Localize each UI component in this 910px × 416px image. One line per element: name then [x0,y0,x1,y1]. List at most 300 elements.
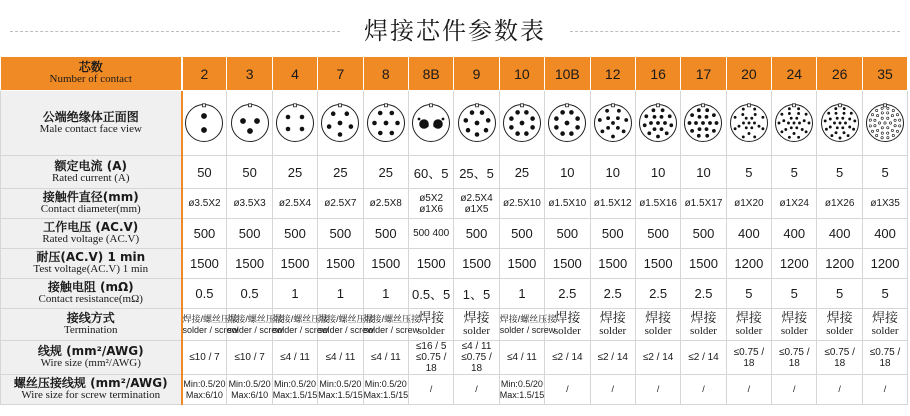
cell-value: 5 [836,164,844,180]
cell-current [726,156,771,189]
cell-value: 5 [836,286,844,301]
cell-wire_size [635,341,680,375]
contact-pin-icon [668,115,671,118]
cell-wire_size [772,341,817,375]
cell-wire_size [862,341,907,375]
contact-pin-icon [876,114,878,116]
cell-contacts [545,57,590,91]
contact-pin-icon [480,111,484,115]
termination-cn: 焊接 [599,310,626,326]
cell-value: 1500 [371,256,401,271]
screw-wire-max: Max:1.5/15 [363,389,409,400]
contact-pin-icon [691,114,694,117]
cell-value: 7 [336,65,345,82]
row-label-en: Test voltage(AC.V) 1 min [33,263,149,276]
contact-pin-icon [555,117,559,121]
cell-value: ≤2 / 14 [597,352,628,363]
contact-pin-icon [841,117,843,119]
contact-pin-icon [475,133,479,137]
contact-pin-icon [876,109,878,111]
row-label-cn: 接线方式 [66,311,115,326]
row-screw_wire [1,375,908,405]
cell-value: ø2.5X4 [278,198,312,209]
contact-pin-icon [715,121,718,124]
cell-resistance [499,279,544,309]
row-label-en: Number of contact [49,73,132,86]
contact-pin-icon [470,111,474,115]
cell-value: 1500 [235,256,265,271]
contact-pin-icon [738,125,740,127]
termination-en: solder [690,324,717,337]
cell-value: 60、5 [413,165,449,181]
cell-contacts [227,57,272,91]
contact-pin-icon [390,111,394,115]
title-left-rule [10,31,340,32]
contact-pin-icon [881,107,883,109]
cell-test_voltage [681,249,726,279]
screw-wire-min: Min:0.5/20 [228,379,271,390]
contact-pin-icon [286,127,290,131]
row-label-cn: 额定电流 (A) [54,158,127,173]
contact-pin-icon [661,109,664,112]
row-contacts [1,57,908,91]
cell-termination [772,309,817,341]
termination-en: solder [463,324,490,337]
termination-en: solder [826,324,854,337]
connector-face-icon [547,103,587,143]
cell-test_voltage [545,249,590,279]
cell-wire_size [681,341,726,375]
cell-contacts [454,57,499,91]
contact-pin-icon [789,136,791,138]
cell-value: ≤2 / 14 [688,352,719,363]
cell-resistance [545,279,590,309]
cell-voltage [726,219,771,249]
cell-value: 16 [650,65,666,82]
contact-pin-icon [524,132,528,136]
cell-value: 400 [783,226,806,241]
contact-pin-icon [748,132,750,134]
contact-pin-icon [887,132,889,134]
termination-cn: 焊接 [690,310,717,326]
contact-pin-icon [706,134,709,137]
cell-current [545,156,590,189]
cell-screw_wire [862,375,907,405]
cell-contacts [635,57,680,91]
cell-screw_wire [272,375,317,405]
cell-value: 1500 [598,256,628,271]
cell-diameter [862,189,907,219]
cell-resistance [590,279,635,309]
cell-value: 25 [514,164,530,180]
contact-pin-icon [805,131,807,133]
screw-wire-min: / [611,384,614,395]
contact-pin-icon [524,110,528,114]
contact-pin-icon [395,121,399,125]
contact-pin-icon [805,113,807,115]
contact-pin-icon [790,117,792,119]
cell-screw_wire [318,375,363,405]
contact-pin-icon [695,121,698,124]
contact-pin-icon [645,115,648,118]
contact-pin-icon [789,108,791,110]
contact-pin-icon [332,112,336,116]
cell-value: 24 [786,65,803,82]
contact-pin-icon [781,113,783,115]
cell-value: 1 [382,286,390,301]
cell-value: ≤4 / 11 [280,352,310,363]
cell-value: ø5X2 ø1X6 [419,192,444,215]
cell-wire_size [363,341,408,375]
cell-face [681,91,726,156]
contact-pin-icon [660,115,663,118]
cell-wire_size [454,341,499,375]
contact-pin-icon [202,127,207,132]
screw-wire-min: / [429,384,433,395]
cell-voltage [772,219,817,249]
contact-pin-icon [843,112,845,114]
row-test_voltage [1,249,908,279]
cell-current [408,156,453,189]
contact-pin-icon [643,124,646,127]
contact-pin-icon [622,130,625,133]
termination-en: solder [553,324,581,337]
screw-wire-max: Max:6/10 [185,389,223,400]
cell-screw_wire [545,375,590,405]
cell-screw_wire [681,375,726,405]
contact-pin-icon [781,131,783,133]
contact-pin-icon [881,132,883,134]
contact-pin-icon [555,125,559,129]
contact-pin-icon [751,117,753,119]
cell-test_voltage [590,249,635,279]
cell-value: 1 [336,286,344,301]
cell-contacts [272,57,317,91]
contact-pin-icon [829,118,831,120]
cell-test_voltage [499,249,544,279]
cell-current [862,156,907,189]
contact-pin-icon [889,122,891,124]
contact-pin-icon [709,121,712,124]
contact-pin-icon [874,119,876,121]
contact-pin-icon [202,113,207,118]
row-label-face [1,91,182,156]
title-right-rule [570,31,900,32]
cell-value: 10 [560,164,575,180]
cell-value: 500 [238,226,261,241]
contact-pin-icon [742,136,744,138]
cell-value: ≤4 / 11 [507,352,537,363]
contact-pin-icon [349,125,353,129]
contact-pin-icon [803,120,805,122]
cell-screw_wire [590,375,635,405]
cell-voltage [635,219,680,249]
cell-value: 3 [245,65,254,82]
cell-contacts [499,57,544,91]
contact-pin-icon [698,115,701,118]
connector-face-icon [774,103,814,143]
cell-face [772,91,817,156]
cell-value: 0.5、5 [411,287,451,302]
cell-resistance [272,279,317,309]
cell-termination [454,309,499,341]
cell-value: 5 [790,164,798,180]
cell-value: 1500 [507,256,537,271]
cell-resistance [182,279,227,309]
termination-cn: 焊接 [554,310,581,326]
contact-pin-icon [836,127,838,129]
row-face [1,91,908,156]
row-termination [1,309,908,341]
contact-pin-icon [754,113,756,115]
cell-contacts [772,57,817,91]
screw-wire-min: Min:0.5/20 [273,379,316,390]
contact-pin-icon [848,118,850,120]
cell-diameter [318,189,363,219]
cell-screw_wire [635,375,680,405]
cell-value: ø1X35 [870,198,900,209]
contact-pin-icon [892,134,894,136]
contact-pin-icon [327,125,331,129]
cell-value: 500 [374,226,397,241]
cell-current [635,156,680,189]
contact-pin-icon [869,125,871,127]
contact-pin-icon [611,135,614,138]
contact-pin-icon [839,122,841,124]
screw-wire-max: Max:1.5/15 [318,389,363,400]
screw-wire-max: Max:1.5/15 [499,389,545,400]
cell-value: 500 [647,226,669,241]
contact-pin-icon [835,112,837,114]
cell-face [635,91,680,156]
cell-wire_size [817,341,862,375]
connector-face-icon [411,103,451,143]
cell-contacts [363,57,408,91]
cell-wire_size [726,341,771,375]
cell-value: 10 [696,164,711,180]
contact-pin-icon [894,125,896,127]
contact-pin-icon [466,128,470,132]
contact-pin-icon [434,125,436,127]
row-label-wire_size [1,341,182,375]
cell-termination [862,309,907,341]
row-label-en: Rated voltage (AC.V) [42,233,140,246]
cell-value: 2.5 [649,286,668,301]
screw-wire-min: / [656,384,660,395]
contact-pin-icon [601,130,604,133]
cell-value: 500 [556,226,579,241]
cell-diameter [454,189,499,219]
cell-value: 500 400 [413,228,450,239]
contact-pin-icon [378,111,382,115]
cell-screw_wire [772,375,817,405]
screw-wire-min: Min:0.5/20 [183,379,226,390]
contact-pin-icon [254,118,259,123]
termination-cn: 焊接/螺丝压接 [227,314,284,325]
cell-diameter [408,189,453,219]
cell-value: ø1.5X16 [639,198,677,209]
cell-screw_wire [454,375,499,405]
cell-termination [635,309,680,341]
contact-pin-icon [830,134,832,136]
contact-pin-icon [799,122,801,124]
contact-pin-icon [847,134,849,136]
cell-value: 10B [554,65,580,82]
cell-test_voltage [227,249,272,279]
cell-value: 500 [692,226,715,241]
contact-pin-icon [896,130,898,132]
contact-pin-icon [891,114,893,116]
row-wire_size [1,341,908,375]
contact-pin-icon [300,115,304,119]
contact-pin-icon [789,112,791,114]
contact-pin-icon [742,113,744,115]
cell-value: 0.5 [240,286,259,301]
contact-pin-icon [520,121,524,125]
cell-contacts [182,57,227,91]
contact-pin-icon [852,128,854,130]
cell-value: 400 [874,226,896,241]
cell-value: 1200 [779,256,809,271]
cell-current [590,156,635,189]
cell-screw_wire [499,375,544,405]
contact-pin-icon [785,128,787,130]
contact-pin-icon [896,114,898,116]
cell-value: 25、5 [459,165,494,181]
contact-pin-icon [853,120,855,122]
cell-contacts [590,57,635,91]
contact-pin-icon [605,109,608,112]
row-label-test_voltage [1,249,182,279]
contact-pin-icon [240,118,245,123]
termination-en: solder [871,324,899,337]
cell-value: ≤4 / 11 [370,352,401,363]
cell-diameter [772,189,817,219]
contact-pin-icon [663,121,666,124]
cell-value: ø2.5X7 [324,198,357,209]
cell-contacts [726,57,771,91]
cell-face [272,91,317,156]
contact-pin-icon [834,107,836,109]
contact-pin-icon [745,117,747,119]
contact-pin-icon [783,120,785,122]
cell-resistance [772,279,817,309]
cell-test_voltage [272,249,317,279]
row-voltage [1,219,908,249]
cell-current [318,156,363,189]
termination-cn: 焊接/螺丝压接 [499,314,557,325]
contact-pin-icon [876,134,878,136]
cell-test_voltage [363,249,408,279]
termination-en: solder / screw [272,324,329,335]
cell-face [454,91,499,156]
row-label-cn: 工作电压 (AC.V) [43,220,139,235]
cell-contacts [318,57,363,91]
contact-pin-icon [758,125,760,127]
contact-pin-icon [843,132,845,134]
cell-value: 2 [200,65,209,82]
contact-pin-icon [606,126,609,129]
contact-pin-icon [698,128,701,131]
cell-value: 1 [291,286,299,301]
screw-wire-min: / [566,384,569,395]
contact-pin-icon [616,117,619,120]
cell-value: ø3.5X3 [233,198,266,209]
cell-value: 1500 [189,256,219,271]
cell-voltage [318,219,363,249]
row-label-en: Rated current (A) [51,171,130,184]
cell-face [862,91,907,156]
cell-diameter [363,189,408,219]
contact-pin-icon [793,122,795,124]
cell-value: ø3.5X2 [188,198,221,209]
contact-pin-icon [509,117,513,121]
row-label-en: Contact diameter(mm) [40,203,141,216]
cell-current [227,156,272,189]
contact-pin-icon [649,121,652,124]
cell-value: 20 [741,65,757,82]
cell-current [182,156,227,189]
cell-value: 1500 [643,256,673,271]
connector-face-icon [729,103,769,143]
cell-current [817,156,862,189]
cell-voltage [817,219,862,249]
contact-pin-icon [796,127,798,129]
contact-pin-icon [384,121,388,125]
row-label-current [1,156,182,189]
screw-wire-min: / [702,384,705,395]
cell-value: 500 [601,226,624,241]
row-label-en: Termination [63,324,118,337]
cell-value: 400 [738,226,760,241]
cell-resistance [454,279,499,309]
contact-pin-icon [887,117,889,119]
cell-face [227,91,272,156]
contact-pin-icon [509,125,513,129]
cell-value: 25 [378,164,393,180]
cell-value: 8B [422,65,440,82]
cell-value: 2.5 [694,286,713,301]
contact-pin-icon [753,108,755,110]
cell-value: 5 [881,164,889,180]
cell-face [499,91,544,156]
cell-voltage [227,219,272,249]
cell-value: 2.5 [558,286,577,301]
cell-current [363,156,408,189]
contact-pin-icon [484,128,488,132]
contact-pin-icon [300,127,304,131]
cell-current [272,156,317,189]
cell-contacts [408,57,453,91]
cell-value: 1 [518,286,526,301]
screw-wire-min: / [883,384,887,395]
contact-pin-icon [338,121,342,125]
connector-face-icon [230,103,270,143]
cell-value: 50 [242,164,257,180]
cell-voltage [499,219,544,249]
contact-pin-icon [887,127,889,129]
cell-wire_size [499,341,544,375]
row-label-cn: 螺丝压接线规 (mm²/AWG) [13,376,168,391]
cell-contacts [817,57,862,91]
termination-cn: 焊接/螺丝压接 [182,314,240,325]
contact-pin-icon [778,122,780,124]
cell-value: ø2.5X8 [369,198,402,209]
termination-cn: 焊接 [872,310,899,326]
cell-current [681,156,726,189]
contact-pin-icon [598,118,601,121]
cell-value: ø1X20 [734,198,764,209]
